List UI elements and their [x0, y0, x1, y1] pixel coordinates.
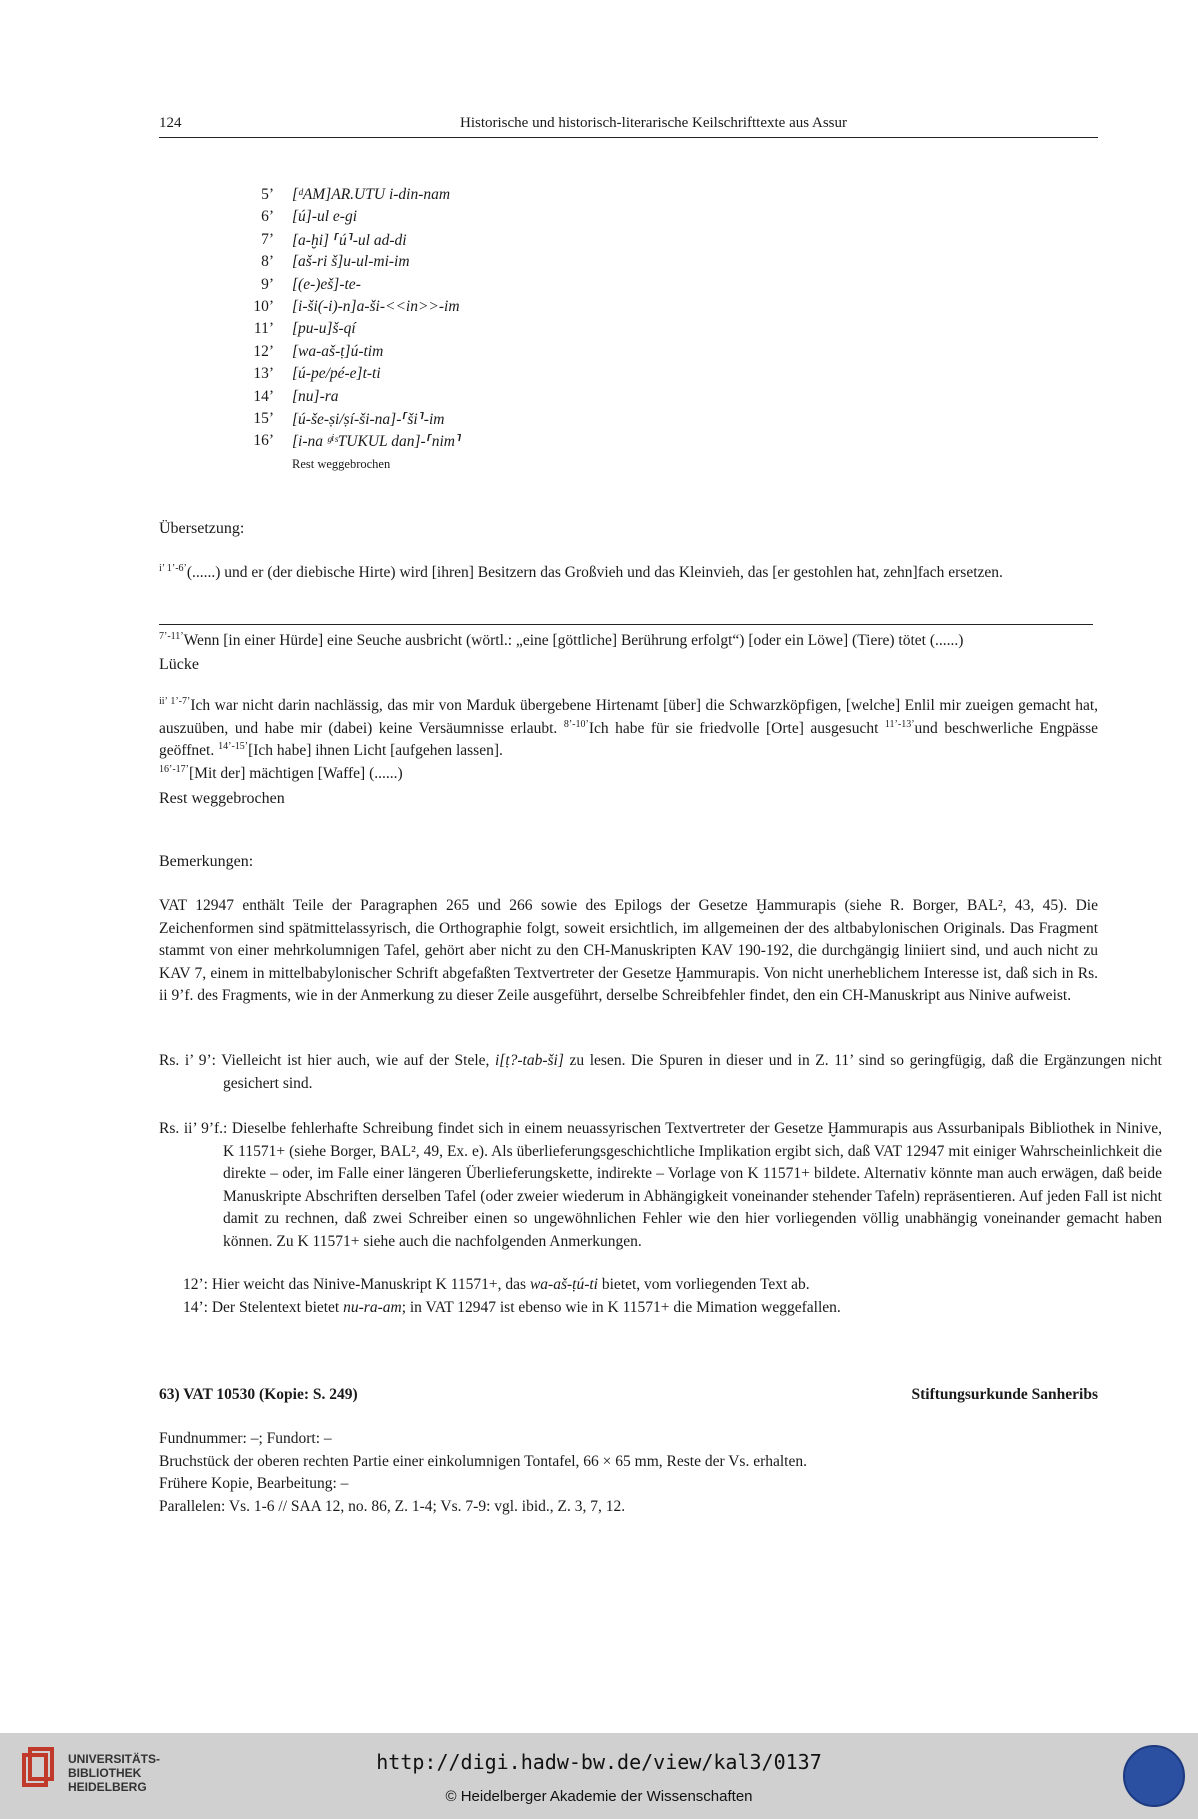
remark-para-2: Rs. i’ 9’: Vielleicht ist hier auch, wie auf der Stele, i[ṭ?-tab-ši] zu lesen. Die Spuren in dieser und in Z. 11’ sind so geringfügig, daß die Ergänzungen nicht gesichert sind.	[159, 1052, 1162, 1092]
copyright-notice: © Heidelberger Akademie der Wissenschaften	[445, 1788, 753, 1805]
divider	[159, 624, 1093, 625]
remark-para-1: VAT 12947 enthält Teile der Paragraphen 265 und 266 sowie des Epilogs der Gesetze Ḫammurapis (siehe R. Borger, BAL², 43, 45). Die Zeichenformen sind spätmittelassyrisch, die Orthographie folgt, soweit ersichtlich, im allgemeinen der des altbabylonischen Originals. Das Fragment stammt von einer mehrkolumnigen Tafel, gehört aber nicht zu den CH-Manuskripten KAV 190-192, die durchgängig liniiert sind, und auch nicht zu KAV 7, einem in mittelbabylonischer Schrift abgefaßten Textvertreter der Gesetze Ḫammurapis. Von nicht unerheblichem Interesse ist, daß sich in Rs. ii 9’f. des Fragments, wie in der Anmerkung zu dieser Zeile ausgeführt, derselbe Schreibfehler findet, den ein CH-Manuskript aus Ninive aufweist.	[159, 897, 1098, 1004]
translit-line: 6’ [ú]-ul e-gi	[261, 208, 358, 226]
translation-para-3: $^{ii’ 1’-7’}$Ich war nicht darin nachlässig, das mir von Marduk übergebene Hirtenamt [über] die Schwarzköpfigen, [welche] Enlil mir zueigen gemacht hat, auszuüben, und habe mir (dabei) keine Versäumnisse erlaubt. $^{8’-10’}$Ich habe für sie friedvolle [Orte] ausgesucht $^{11’-13’}$und beschwerliche Engpässe geöffnet. $^{14’-15’}$[Ich habe] ihnen Licht [aufgehen lassen]. $^{16’-17’}$[Mit der] mächtigen [Waffe] (......)	[159, 695, 1099, 782]
academy-seal-icon	[1123, 1745, 1185, 1807]
translit-line: 5’ [ᵈAM]AR.UTU i-din-nam	[261, 186, 451, 203]
luecke-note: Lücke	[159, 656, 199, 673]
translit-line: 7’ [a-ḫi] ⸢ú⸣-ul ad-di	[261, 230, 407, 249]
translit-line: 12’ [wa-aš-ṭ]ú-tim	[253, 342, 384, 360]
uebersetzung-heading: Übersetzung:	[159, 520, 245, 537]
translit-line: 13’ [ú-pe/pé-e]t-ti	[253, 365, 381, 383]
translation-para-1: $^{i’ 1’-6’}$(......) und er (der diebische Hirte) wird [ihren] Besitzern das Großvieh und das Kleinvieh, das [er gestohlen hat, zehn]fach ersetzen.	[159, 562, 1003, 581]
section-63-heading	[159, 1384, 1098, 1407]
translit-line: 8’ [aš-ri š]u-ul-mi-im	[261, 253, 410, 271]
section-63-meta: Fundnummer: –; Fundort: – Bruchstück der oberen rechten Partie einer einkolumnigen Tontafel, 66 × 65 mm, Reste der Vs. erhalten. Frühere Kopie, Bearbeitung: – Parallelen: Vs. 1-6 // SAA 12, no. 86, Z. 1-4; Vs. 7-9: vgl. ibid., Z. 3, 7, 12.	[159, 1430, 807, 1515]
translation-para-2: $^{7’-11’}$Wenn [in einer Hürde] eine Seuche ausbricht (wörtl.: „eine [göttliche] Berührung erfolgt“) [oder ein Löwe] (Tiere) tötet (......)	[159, 630, 964, 649]
remark-para-4: 12’: Hier weicht das Ninive-Manuskript K 11571+, das wa-aš-ṭú-ti bietet, vom vorliegenden Text ab.	[183, 1276, 810, 1293]
translit-line: 9’ [(e-)eš]-te-	[261, 275, 361, 293]
rest-note: Rest weggebrochen	[292, 456, 391, 471]
page-number: 124	[159, 115, 182, 131]
running-header	[159, 113, 1098, 138]
translit-line: 11’ [pu-u]š-qí	[253, 320, 356, 338]
rest-note: Rest weggebrochen	[159, 790, 285, 807]
transliteration-block	[240, 186, 461, 472]
footer-bar	[0, 1733, 1198, 1819]
library-name: UNIVERSITÄTS- BIBLIOTHEK HEIDELBERG	[68, 1752, 161, 1794]
section-63-title: 63) VAT 10530 (Kopie: S. 249)	[159, 1386, 358, 1403]
remark-para-3: Rs. ii’ 9’f.: Dieselbe fehlerhafte Schreibung findet sich in einem neuassyrischen Textvertreter der Gesetze Ḫammurapis aus Assurbanipals Bibliothek in Ninive, K 11571+ (siehe Borger, BAL², 49, Ex. e). Als überlieferungsgeschichtliche Implikation ergibt sich, daß VAT 12947 mit einiger Wahrscheinlichkeit die direkte – oder, im Falle einer längeren Überlieferungskette, indirekte – Vorlage von K 11571+ bildete. Alternativ könnte man auch erwägen, daß beide Manuskripte Abschriften derselben Tafel (oder zweier wiederum in Abhängigkeit voneinander stehender Tafeln) repräsentieren. Auf jeden Fall ist nicht damit zu rechnen, daß zwei Schreiber einen so ungewöhnlichen Fehler wie den hier vorliegenden völlig unabhängig voneinander gemacht haben können. Zu K 11571+ siehe auch die nachfolgenden Anmerkungen.	[159, 1120, 1162, 1250]
permalink[interactable]: http://digi.hadw-bw.de/view/kal3/0137	[376, 1750, 822, 1774]
translit-line: 14’ [nu]-ra	[253, 387, 339, 405]
remark-para-5: 14’: Der Stelentext bietet nu-ra-am; in VAT 12947 ist ebenso wie in K 11571+ die Mimation weggefallen.	[183, 1299, 841, 1316]
translit-line: 10’ [i-ši(-i)-n]a-ši-<<in>>-im	[253, 297, 460, 315]
section-63-subtitle: Stiftungsurkunde Sanheribs	[911, 1386, 1098, 1403]
running-title: Historische und historisch-literarische Keilschrifttexte aus Assur	[460, 115, 847, 131]
bemerkungen-heading: Bemerkungen:	[159, 853, 254, 870]
translit-line: 16’ [i-na ᵍⁱˢTUKUL dan]-⸢nim⸣	[253, 432, 462, 451]
translit-line: 15’ [ú-še-ṣi/ṣí-ši-na]-⸢ši⸣-im	[253, 409, 445, 428]
